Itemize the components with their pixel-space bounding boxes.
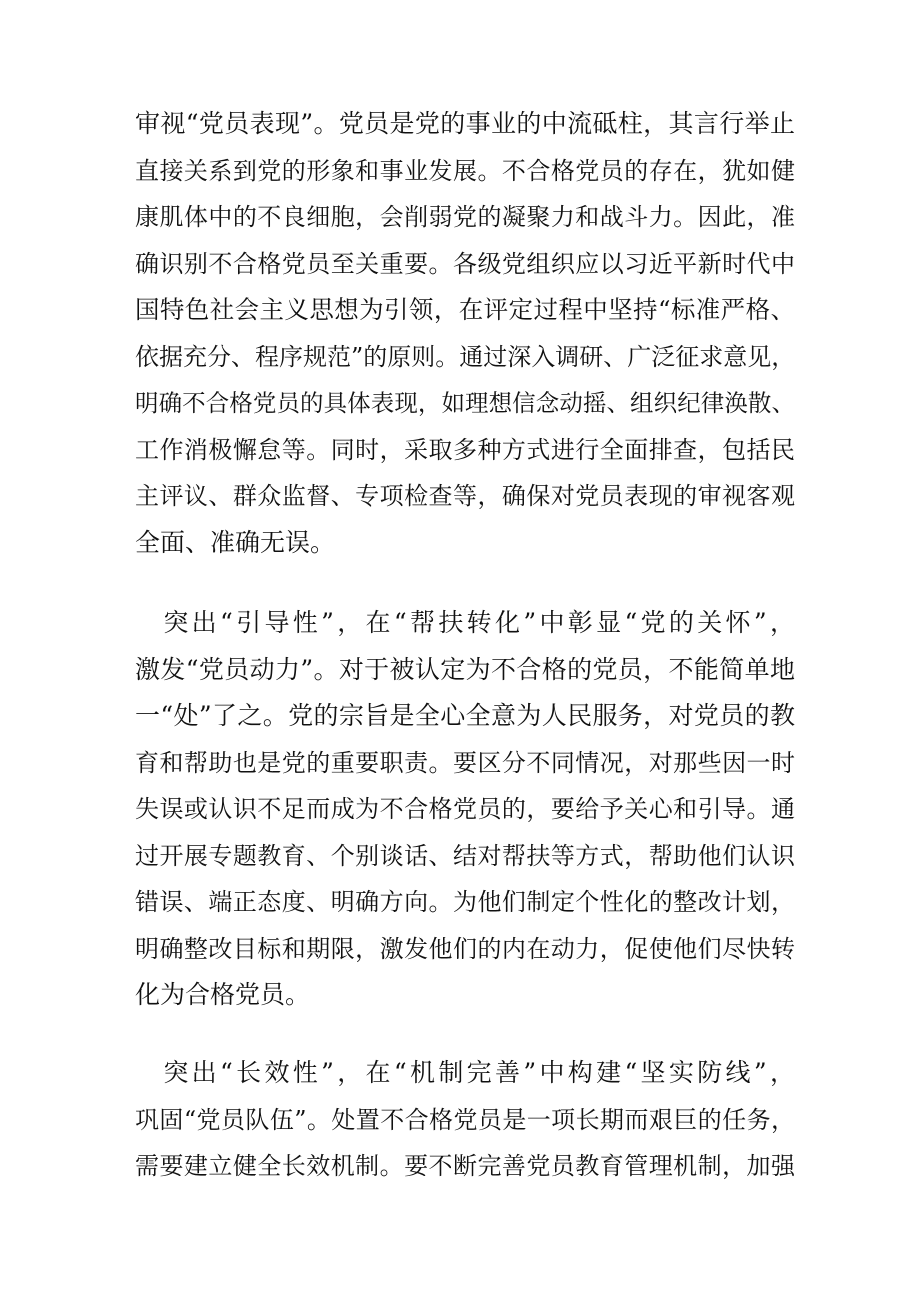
text-line: 错误、端正态度、明确方向。为他们制定个性化的整改计划， bbox=[135, 888, 795, 916]
text-line: 全面、准确无误。 bbox=[135, 527, 336, 557]
text-line: 依据充分、程序规范”的原则。通过深入调研、广泛征求意见， bbox=[135, 342, 796, 371]
text-line: 巩固“党员队伍”。处置不合格党员是一项长期而艰巨的任务， bbox=[135, 1105, 795, 1134]
text-line: 康肌体中的不良细胞，会削弱党的凝聚力和战斗力。因此，准 bbox=[135, 203, 795, 231]
text-line: 需要建立健全长效机制。要不断完善党员教育管理机制，加强 bbox=[135, 1152, 795, 1180]
text-line: 工作消极懈怠等。同时，采取多种方式进行全面排查，包括民 bbox=[135, 435, 795, 464]
paragraph-long-term bbox=[135, 1050, 795, 1190]
text-line: 一“处”了之。党的宗旨是全心全意为人民服务，对党员的教 bbox=[135, 701, 795, 730]
text-line: 激发“党员动力”。对于被认定为不合格的党员，不能简单地 bbox=[135, 654, 795, 684]
text-line: 过开展专题教育、个别谈话、结对帮扶等方式，帮助他们认识 bbox=[135, 841, 795, 870]
text-line: 确识别不合格党员至关重要。各级党组织应以习近平新时代中 bbox=[135, 249, 795, 278]
text-line: 审视“党员表现”。党员是党的事业的中流砥柱，其言行举止 bbox=[135, 109, 795, 138]
paragraph-guidance bbox=[135, 600, 795, 1019]
text-line: 突出“长效性”，在“机制完善”中构建“坚实防线”， bbox=[135, 1058, 795, 1087]
text-line: 国特色社会主义思想为引领，在评定过程中坚持“标准严格、 bbox=[135, 295, 795, 324]
text-line: 失误或认识不足而成为不合格党员的，要给予关心和引导。通 bbox=[135, 795, 795, 823]
text-line: 突出“引导性”，在“帮扶转化”中彰显“党的关怀”， bbox=[135, 608, 795, 637]
text-line: 明确整改目标和期限，激发他们的内在动力，促使他们尽快转 bbox=[135, 934, 795, 963]
text-line: 化为合格党员。 bbox=[135, 980, 311, 1009]
text-line: 明确不合格党员的具体表现，如理想信念动摇、组织纪律涣散、 bbox=[135, 389, 795, 417]
paragraph-review-performance bbox=[135, 101, 795, 566]
text-line: 直接关系到党的形象和事业发展。不合格党员的存在，犹如健 bbox=[135, 156, 795, 185]
text-line: 育和帮助也是党的重要职责。要区分不同情况，对那些因一时 bbox=[135, 748, 795, 777]
text-line: 主评议、群众监督、专项检查等，确保对党员表现的审视客观 bbox=[135, 482, 795, 510]
